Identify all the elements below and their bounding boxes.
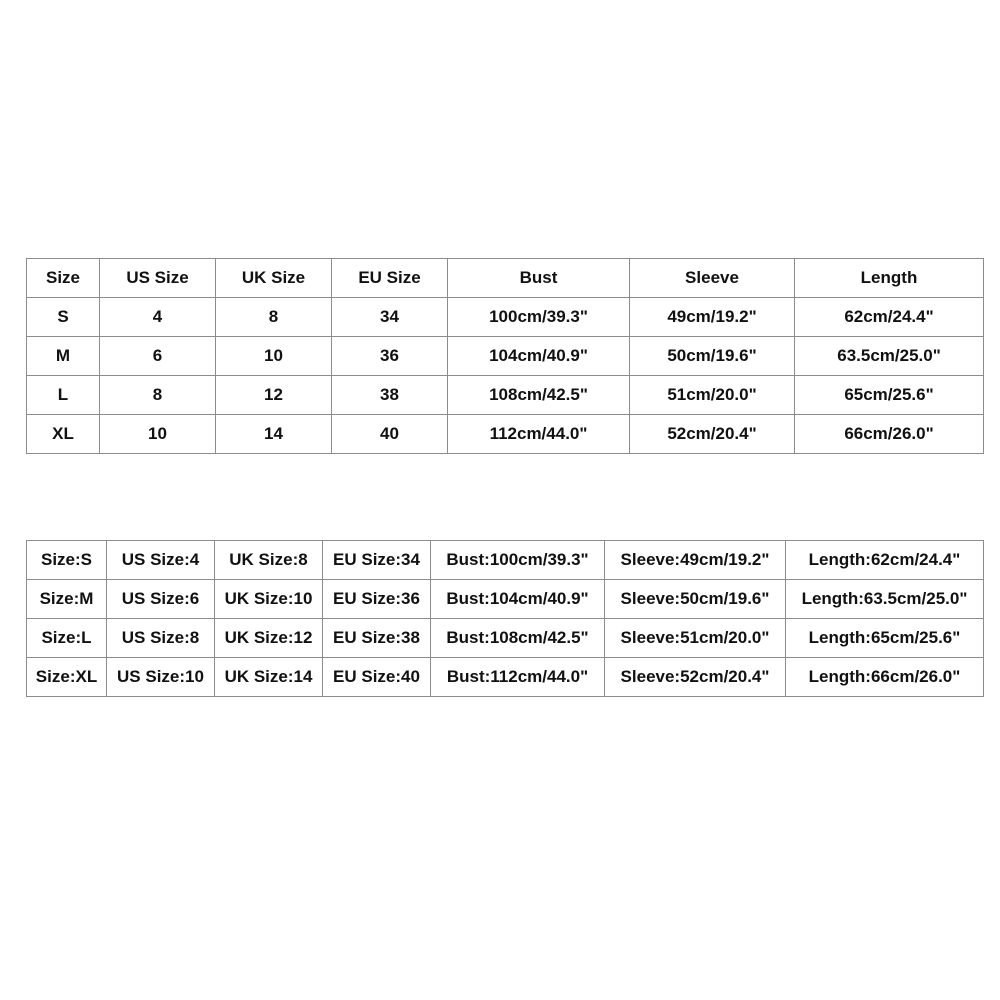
table-cell: 62cm/24.4" bbox=[795, 298, 984, 337]
table-cell: Length:66cm/26.0" bbox=[786, 658, 984, 697]
table-cell: Length:65cm/25.6" bbox=[786, 619, 984, 658]
table-row bbox=[27, 337, 984, 376]
header-size: Size bbox=[27, 259, 100, 298]
table-row bbox=[27, 619, 984, 658]
table-cell: 12 bbox=[216, 376, 332, 415]
table-cell: 50cm/19.6" bbox=[630, 337, 795, 376]
table-cell: 112cm/44.0" bbox=[448, 415, 630, 454]
table-cell: 34 bbox=[332, 298, 448, 337]
table-cell: US Size:8 bbox=[107, 619, 215, 658]
table-cell: EU Size:34 bbox=[323, 541, 431, 580]
table-cell: Size:S bbox=[27, 541, 107, 580]
table-cell: Size:XL bbox=[27, 658, 107, 697]
table-cell: 65cm/25.6" bbox=[795, 376, 984, 415]
header-uk-size: UK Size bbox=[216, 259, 332, 298]
table-cell: US Size:10 bbox=[107, 658, 215, 697]
header-sleeve: Sleeve bbox=[630, 259, 795, 298]
table-cell: Length:62cm/24.4" bbox=[786, 541, 984, 580]
table-cell: 63.5cm/25.0" bbox=[795, 337, 984, 376]
table-cell: S bbox=[27, 298, 100, 337]
table-cell: Sleeve:49cm/19.2" bbox=[605, 541, 786, 580]
table-header-row bbox=[27, 259, 984, 298]
table-cell: 66cm/26.0" bbox=[795, 415, 984, 454]
size-table-columns bbox=[26, 258, 984, 454]
table-cell: 38 bbox=[332, 376, 448, 415]
table-cell: Size:M bbox=[27, 580, 107, 619]
table-cell: EU Size:36 bbox=[323, 580, 431, 619]
table-cell: Bust:104cm/40.9" bbox=[431, 580, 605, 619]
table-row bbox=[27, 541, 984, 580]
table-cell: Sleeve:52cm/20.4" bbox=[605, 658, 786, 697]
table-cell: 104cm/40.9" bbox=[448, 337, 630, 376]
table-cell: L bbox=[27, 376, 100, 415]
table-cell: Bust:112cm/44.0" bbox=[431, 658, 605, 697]
header-us-size: US Size bbox=[100, 259, 216, 298]
table-cell: 6 bbox=[100, 337, 216, 376]
table-cell: 52cm/20.4" bbox=[630, 415, 795, 454]
table-cell: UK Size:12 bbox=[215, 619, 323, 658]
table-cell: Sleeve:50cm/19.6" bbox=[605, 580, 786, 619]
header-bust: Bust bbox=[448, 259, 630, 298]
table-cell: 10 bbox=[100, 415, 216, 454]
table-cell: 108cm/42.5" bbox=[448, 376, 630, 415]
table-row bbox=[27, 415, 984, 454]
table-row bbox=[27, 298, 984, 337]
table-cell: US Size:6 bbox=[107, 580, 215, 619]
table-cell: Size:L bbox=[27, 619, 107, 658]
table-cell: 49cm/19.2" bbox=[630, 298, 795, 337]
table-cell: 4 bbox=[100, 298, 216, 337]
table-cell: 8 bbox=[216, 298, 332, 337]
table-cell: Sleeve:51cm/20.0" bbox=[605, 619, 786, 658]
table-cell: EU Size:38 bbox=[323, 619, 431, 658]
table-cell: Bust:100cm/39.3" bbox=[431, 541, 605, 580]
header-length: Length bbox=[795, 259, 984, 298]
table-cell: 14 bbox=[216, 415, 332, 454]
table-row bbox=[27, 580, 984, 619]
header-eu-size: EU Size bbox=[332, 259, 448, 298]
table-row bbox=[27, 658, 984, 697]
table-cell: Length:63.5cm/25.0" bbox=[786, 580, 984, 619]
table-cell: 40 bbox=[332, 415, 448, 454]
table-cell: US Size:4 bbox=[107, 541, 215, 580]
table-cell: 10 bbox=[216, 337, 332, 376]
table-cell: 100cm/39.3" bbox=[448, 298, 630, 337]
table-cell: 51cm/20.0" bbox=[630, 376, 795, 415]
size-table-labeled bbox=[26, 540, 984, 697]
table-cell: 8 bbox=[100, 376, 216, 415]
table-cell: 36 bbox=[332, 337, 448, 376]
table-cell: XL bbox=[27, 415, 100, 454]
table-cell: UK Size:10 bbox=[215, 580, 323, 619]
table-cell: UK Size:14 bbox=[215, 658, 323, 697]
table-cell: Bust:108cm/42.5" bbox=[431, 619, 605, 658]
table-row bbox=[27, 376, 984, 415]
table-cell: UK Size:8 bbox=[215, 541, 323, 580]
table-cell: EU Size:40 bbox=[323, 658, 431, 697]
table-cell: M bbox=[27, 337, 100, 376]
